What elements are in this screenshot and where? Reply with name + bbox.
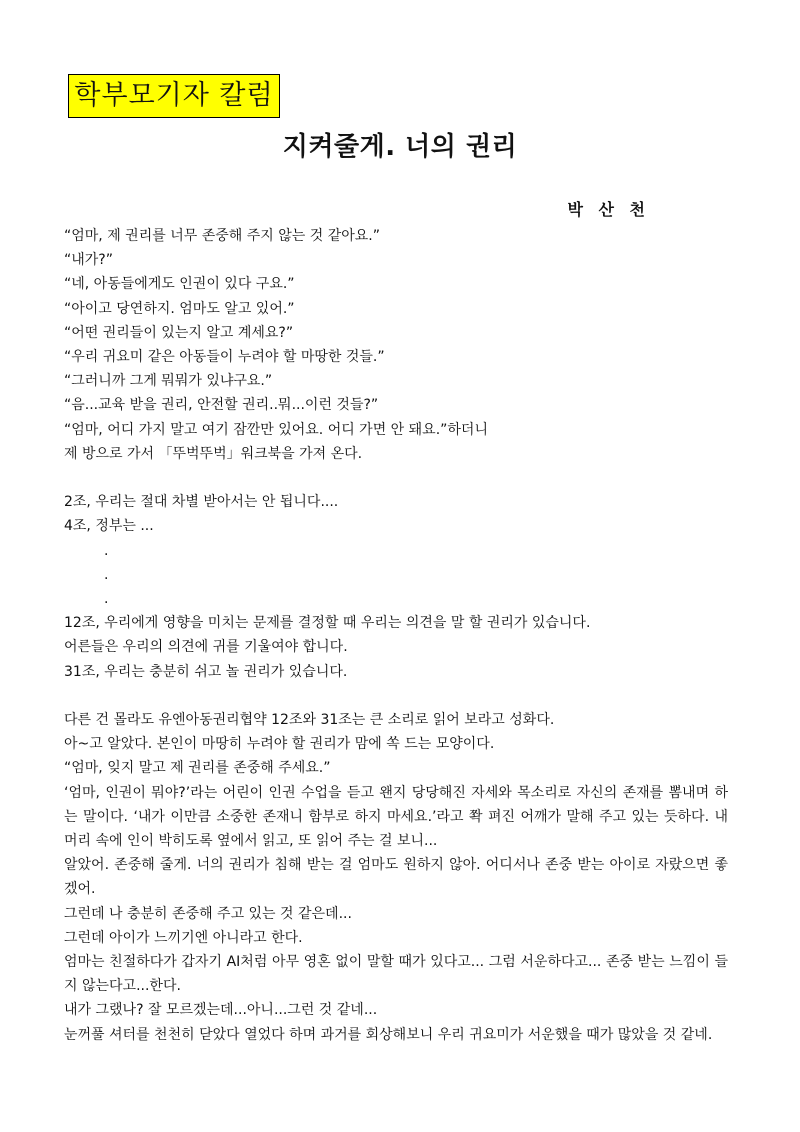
body-line: 4조, 정부는 ...: [64, 518, 154, 535]
body-line: 그런데 아이가 느끼기엔 아니라고 한다.: [64, 929, 303, 946]
body-line: “엄마, 잊지 말고 제 권리를 존중해 주세요.”: [64, 760, 331, 777]
body-line: “그러니까 그게 뭐뭐가 있냐구요.”: [64, 373, 273, 390]
article-title: 지켜줄게. 너의 권리: [282, 132, 518, 162]
body-line: 어른들은 우리의 의견에 귀를 기울여야 합니다.: [64, 639, 348, 656]
body-paragraph: 눈꺼풀 셔터를 천천히 닫았다 열었다 하며 과거를 회상해보니 우리 귀요미가 서운했을 때가 많았을 것 같네.: [64, 1026, 713, 1043]
body-paragraph: 엄마는 친절하다가 갑자기 AI처럼 아무 영혼 없이 말할 때가 있다고... 그럼 서운하다고... 존중 받는 느낌이 들지 않는다고...한다.: [64, 954, 728, 995]
ellipsis-dot: .: [104, 566, 109, 583]
author-name: 박 산 천: [567, 200, 650, 219]
body-line: “엄마, 어디 가지 말고 여기 잠깐만 있어요. 어디 가면 안 돼요.”하더니: [64, 421, 488, 438]
ellipsis-dot: .: [104, 542, 109, 559]
body-line: “어떤 권리들이 있는지 알고 계세요?”: [64, 324, 294, 341]
body-line: “내가?”: [64, 252, 113, 269]
body-paragraph: ‘엄마, 인권이 뭐야?’라는 어린이 인권 수업을 듣고 왠지 당당해진 자세와 목소리로 자신의 존재를 뽐내며 하는 말이다. ‘내가 이만큼 소중한 존재니 함부로 하지 마세요.’라고 쫙 펴진 어깨가 말해 주고 있는 듯하다. 내 머리 속에 인이 박히도록 옆에서 읽고, 또 읽어 주는 걸 보니...: [64, 784, 728, 850]
column-label: 학부모기자 칼럼: [68, 74, 280, 118]
body-line: 그런데 나 충분히 존중해 주고 있는 것 같은데...: [64, 905, 352, 922]
body-line: “우리 귀요미 같은 아동들이 누려야 할 마땅한 것들.”: [64, 349, 385, 366]
body-paragraph: 알았어. 존중해 줄게. 너의 권리가 침해 받는 걸 엄마도 원하지 않아. 어디서나 존중 받는 아이로 자랐으면 좋겠어.: [64, 857, 728, 898]
body-line: “엄마, 제 권리를 너무 존중해 주지 않는 것 같아요.”: [64, 228, 380, 244]
blank-line: [64, 466, 728, 490]
body-line: 31조, 우리는 충분히 쉬고 놀 권리가 있습니다.: [64, 663, 348, 680]
body-line: 다른 건 몰라도 유엔아동권리협약 12조와 31조는 큰 소리로 읽어 보라고 성화다.: [64, 712, 555, 729]
body-line: 제 방으로 가서 「뚜벅뚜벅」워크북을 가져 온다.: [64, 445, 363, 462]
body-line: “아이고 당연하지. 엄마도 알고 있어.”: [64, 300, 295, 317]
body-line: 2조, 우리는 절대 차별 받아서는 안 됩니다....: [64, 494, 339, 511]
body-line: “음...교육 받을 권리, 안전할 권리..뭐...이런 것들?”: [64, 397, 379, 414]
blank-line: [64, 684, 728, 708]
article-body: [64, 224, 728, 1047]
body-line: 아~고 알았다. 본인이 마땅히 누려야 할 권리가 맘에 쏙 드는 모양이다.: [64, 736, 495, 753]
body-line: “네, 아동들에게도 인권이 있다 구요.”: [64, 276, 295, 293]
body-line: 내가 그랬나? 잘 모르겠는데...아니...그런 것 같네...: [64, 1002, 378, 1019]
ellipsis-dot: .: [104, 591, 109, 608]
body-line: 12조, 우리에게 영향을 미치는 문제를 결정할 때 우리는 의견을 말 할 권리가 있습니다.: [64, 615, 591, 632]
